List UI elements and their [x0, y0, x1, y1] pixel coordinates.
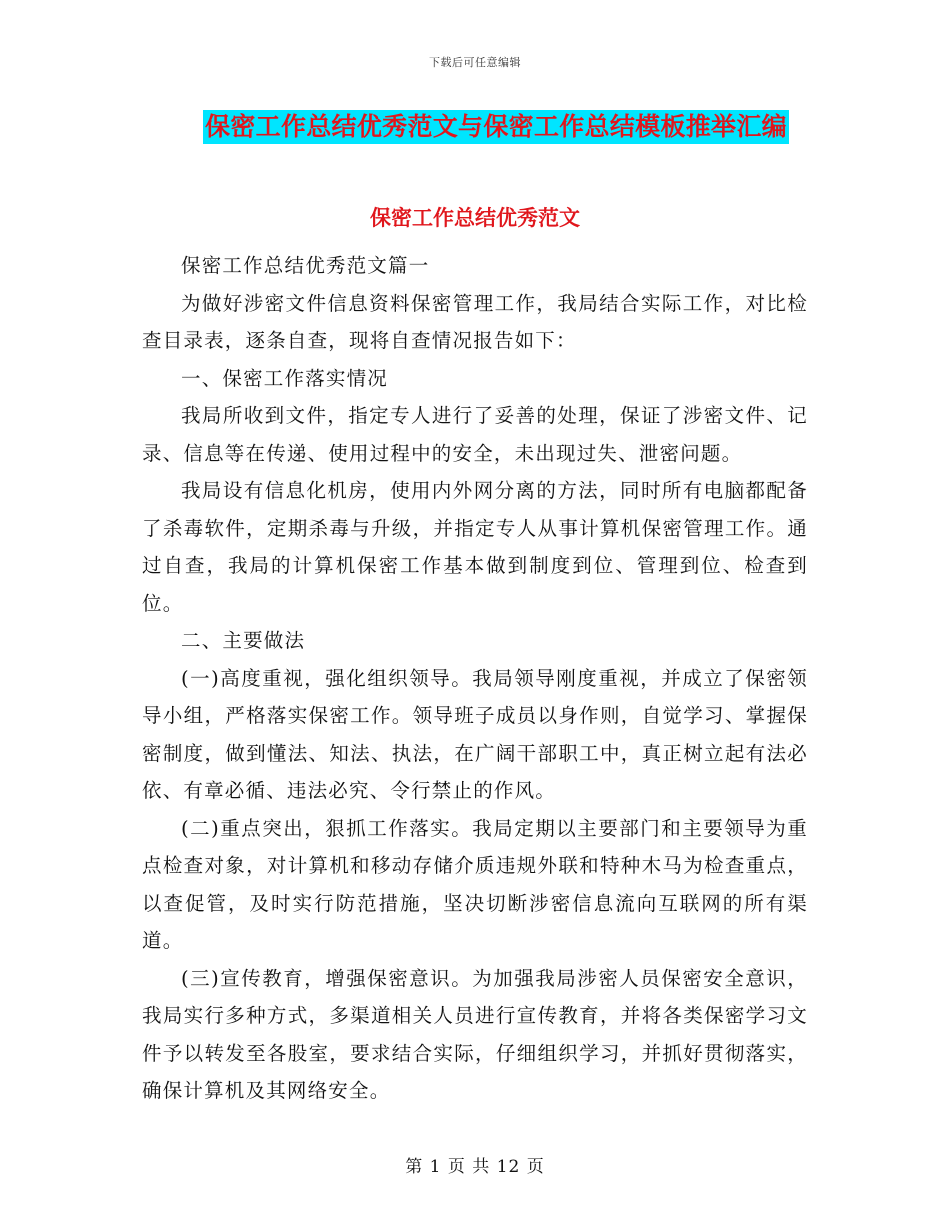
document-body — [142, 247, 808, 1110]
document-title-container — [0, 110, 950, 144]
page-header-note: 下载后可任意编辑 — [429, 56, 521, 69]
body-paragraph: 二、主要做法 — [181, 629, 306, 652]
body-paragraph: 我局所收到文件，指定专人进行了妥善的处理，保证了涉密文件、记录、信息等在传递、使用过程中的安全，未出现过失、泄密问题。 — [142, 404, 808, 465]
body-paragraph: 保密工作总结优秀范文篇一 — [181, 254, 430, 277]
body-paragraph: 一、保密工作落实情况 — [181, 366, 389, 390]
body-paragraph: (二)重点突出，狠抓工作落实。我局定期以主要部门和主要领导为重点检查对象，对计算机和移动存储介质违规外联和特种木马为检查重点，以查促管，及时实行防范措施，坚决切断涉密信息流向互联网的所有渠道。 — [142, 816, 808, 952]
section-title: 保密工作总结优秀范文 — [370, 206, 580, 230]
body-paragraph: 我局设有信息化机房，使用内外网分离的方法，同时所有电脑都配备了杀毒软件，定期杀毒与升级，并指定专人从事计算机保密管理工作。通过自查，我局的计算机保密工作基本做到制度到位、管理到位、检查到位。 — [142, 479, 808, 615]
page-footer: 第 1 页 共 12 页 — [405, 1157, 545, 1177]
body-paragraph: 为做好涉密文件信息资料保密管理工作，我局结合实际工作，对比检查目录表，逐条自查，现将自查情况报告如下： — [142, 291, 808, 352]
body-paragraph: (三)宣传教育，增强保密意识。为加强我局涉密人员保密安全意识，我局实行多种方式，多渠道相关人员进行宣传教育，并将各类保密学习文件予以转发至各股室，要求结合实际，仔细组织学习，并抓好贯彻落实，确保计算机及其网络安全。 — [142, 966, 808, 1102]
body-paragraph: (一)高度重视，强化组织领导。我局领导刚度重视，并成立了保密领导小组，严格落实保密工作。领导班子成员以身作则，自觉学习、掌握保密制度，做到懂法、知法、执法，在广阔干部职工中，真正树立起有法必依、有章必循、违法必究、令行禁止的作风。 — [142, 666, 808, 802]
document-title: 保密工作总结优秀范文与保密工作总结模板推举汇编 — [203, 110, 789, 144]
